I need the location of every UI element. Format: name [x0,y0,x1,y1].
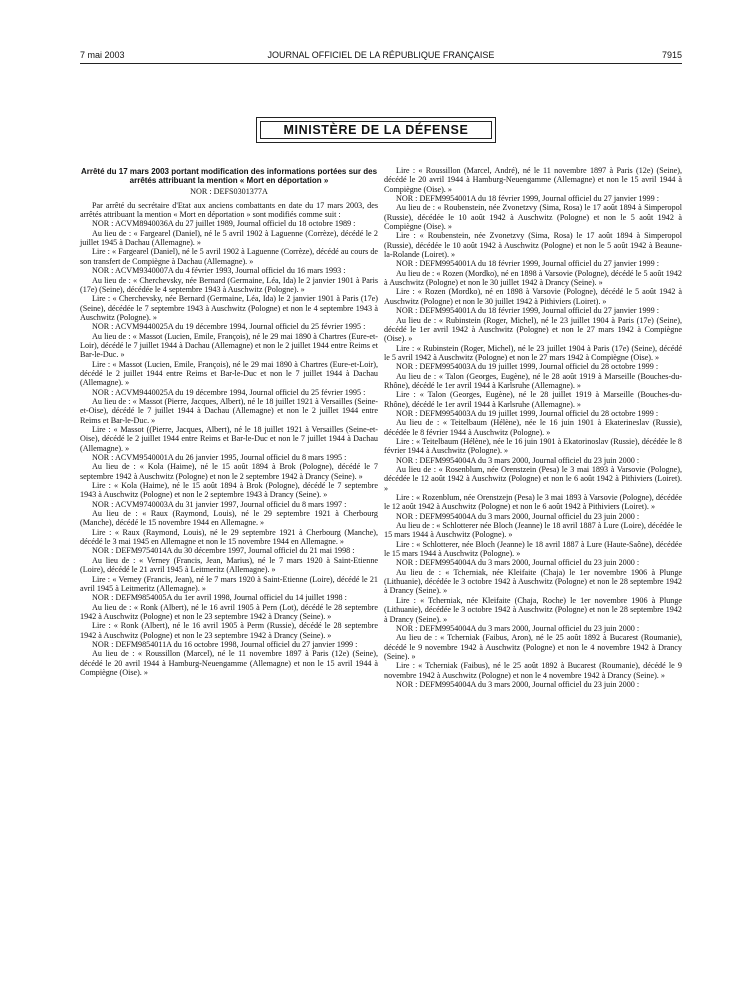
correction-paragraph: Lire : « Rozen (Mordko), né en 1898 à Varsovie (Pologne), décédé le 5 août 1942 à Auschwitz (Pologne) et non le 30 juillet 1942 à Pithiviers (Loiret). » [384,287,682,306]
correction-paragraph: Lire : « Ronk (Albert), né le 16 avril 1905 à Perm (Russie), décédé le 28 septembre 1942 à Auschwitz (Pologne) et non le 23 septembre 1942 à Drancy (Seine). » [80,621,378,640]
issue-date: 7 mai 2003 [80,50,125,60]
correction-paragraph: Lire : « Massot (Lucien, Emile, François), né le 29 mai 1890 à Chartres (Eure-et-Loir), décédé le 2 juillet 1944 entre Reims et Bar-le-Duc et non le 7 juillet 1944 à Dachau (Allemagne). » [80,359,378,388]
original-paragraph: Au lieu de : « Raux (Raymond, Louis), né le 29 septembre 1921 à Cherbourg (Manche), décédé le 15 novembre 1944 en Allemagne. » [80,509,378,528]
nor-reference: NOR : DEFM9954004A du 3 mars 2000, Journal officiel du 23 juin 2000 : [396,623,640,633]
nor-reference: NOR : ACVM9540001A du 26 janvier 1995, Journal officiel du 8 mars 1995 : [92,453,347,463]
header-rule [80,63,682,64]
original-paragraph: Au lieu de : « Tcherniak, née Kleifaite (Chaja) le 1er novembre 1906 à Plunge (Lithuanie), décédée le 3 octobre 1942 à Auschwitz (Pologne) et non le 28 septembre 1942 à Drancy (Seine). » [384,567,682,596]
nor-reference: NOR : ACVM9440025A du 19 décembre 1994, Journal officiel du 25 février 1995 : [92,322,366,332]
nor-reference: NOR : ACVM9440025A du 19 décembre 1994, Journal officiel du 25 février 1995 : [92,387,366,397]
article-nor: NOR : DEFS0301377A [190,187,268,197]
nor-reference: NOR : DEFM9954004A du 3 mars 2000, Journal officiel du 23 juin 2000 : [396,455,640,465]
left-paragraphs [80,219,378,677]
correction-paragraph: Lire : « Fargearel (Daniel), né le 5 avril 1902 à Laguenne (Corrèze), décédé au cours de son transfert de Compiègne à Dachau (Allemagne). » [80,247,378,266]
article-title: Arrêté du 17 mars 2003 portant modification des informations portées sur des arrêtés attribuant la mention « Mort en déportation » [80,167,378,186]
original-paragraph: Au lieu de : « Teitelbaum (Hélène), née le 16 juin 1901 à Ekaterineslav (Russie), décédée le 8 février 1944 à Auschwitz (Pologne). » [384,418,682,437]
original-paragraph: Au lieu de : « Rosenblum, née Orenstzein (Pesa) le 3 mai 1893 à Varsovie (Pologne), décédée le 12 août 1942 à Auschwitz (Pologne) et non le 6 août 1942 à Pithiviers (Loiret). » [384,465,682,493]
correction-paragraph: Lire : « Roubenstein, née Zvonetzvy (Sima, Rosa) le 17 août 1894 à Simperopol (Russie), décédée le 10 août 1942 à Auschwitz (Pologne) et non le 5 août 1942 à Beaune-la-Rolande (Loiret). » [384,231,682,260]
original-paragraph: Au lieu de : « Cherchevsky, née Bernard (Germaine, Léa, Ida) le 2 janvier 1901 à Paris (17e) (Seine), décédée le 4 septembre 1943 à Auschwitz (Pologne). » [80,275,378,294]
right-column [384,166,682,689]
original-paragraph: Au lieu de : « Verney (Francis, Jean, Marius), né le 7 mars 1920 à Saint-Etienne (Loire), décédé le 21 avril 1945 à Leitmeritz (Allemagne). » [80,555,378,575]
correction-paragraph: Lire : « Massot ((Pierre, Jacques, Albert), né le 18 juillet 1921 à Versailles (Seine-et-Oise), décédé le 2 juillet 1944 entre Reims et Bar-le-Duc et non le 7 juillet 1944 à Dachau (Allemagne). » [80,425,378,453]
original-paragraph: Au lieu de : « Schlotterer née Bloch (Jeanne) le 18 avril 1887 à Lure (Loire), décédée le 15 mars 1944 à Auschwitz (Pologne). » [384,521,682,540]
nor-reference: NOR : DEFM9954001A du 18 février 1999, Journal officiel du 27 janvier 1999 : [396,259,659,269]
correction-paragraph: Lire : « Raux (Raymond, Louis), né le 29 septembre 1921 à Cherbourg (Manche), décédé le 3 mai 1945 en Allemagne et non le 15 novembre 1944 en Allemagne. » [80,527,378,547]
original-paragraph: Au lieu de : « Roubenstein, née Zvonetzvy (Sima, Rosa) le 17 août 1894 à Simperopol (Russie), décédée le 10 août 1942 à Auschwitz (Pologne) et non le 5 août 1942 à Compiègne (Oise). » [384,203,682,232]
nor-reference: NOR : ACVM8940036A du 27 juillet 1989, Journal officiel du 18 octobre 1989 : [92,219,356,229]
correction-paragraph: Lire : « Rubinstein (Roger, Michel), né le 23 juillet 1904 à Paris (17e) (Seine), décédé le 5 avril 1942 à Auschwitz (Pologne) et non le 27 mars 1942 à Compiègne (Oise). » [384,343,682,362]
correction-paragraph: Lire : « Teitelbaum (Hélène), née le 16 juin 1901 à Ekatorinoslav (Russie), décédée le 8 février 1944 à Auschwitz (Pologne). » [384,436,682,456]
correction-paragraph: Lire : « Tcherniak (Faibus), né le 25 août 1892 à Bucarest (Roumanie), décédé le 9 novembre 1942 à Auschwitz (Pologne) et non le 4 novembre 1942 à Drancy (Seine). » [384,661,682,680]
original-paragraph: Au lieu de : « Ronk (Albert), né le 16 avril 1905 à Pern (Lot), décédé le 28 septembre 1942 à Auschwitz (Pologne) et non le 23 septembre 1942 à Drancy (Seine). » [80,602,378,621]
nor-reference: NOR : DEFM9954001A du 18 février 1999, Journal officiel du 27 janvier 1999 : [396,194,659,204]
original-paragraph: Au lieu de : « Rozen (Mordko), né en 1898 à Varsovie (Pologne), décédé le 5 août 1942 à Auschwitz (Pologne) et non le 30 juillet 1942 à Drancy (Seine). » [384,268,682,288]
nor-reference: NOR : DEFM9854011A du 16 octobre 1998, Journal officiel du 27 janvier 1999 : [92,639,358,649]
original-paragraph: Au lieu de : « Kola (Haime), né le 15 août 1894 à Brok (Pologne), décédé le 7 septembre 1942 à Auschwitz (Pologne) et non le 2 septembre 1942 à Drancy (Seine). » [80,462,378,481]
article-intro: Par arrêté du secrétaire d'Etat aux anciens combattants en date du 17 mars 2003, des arrêtés attribuant la mention « Mort en déportation » sont modifiés comme suit : [80,200,378,220]
original-paragraph: Au lieu de : « Rubinstein (Roger, Michel), né le 23 juillet 1904 à Paris (17e) (Seine), décédé le 1er avril 1942 à Auschwitz (Pologne) et non le 27 mars 1942 à Compiègne (Oise). » [384,315,682,344]
nor-reference: NOR : DEFM9954004A du 3 mars 2000, Journal officiel du 23 juin 2000 : [396,511,640,521]
nor-reference: NOR : DEFM9954003A du 19 juillet 1999, Journal officiel du 28 octobre 1999 : [396,408,659,418]
correction-paragraph: Lire : « Verney (Francis, Jean), né le 7 mars 1920 à Saint-Etienne (Loire), décédé le 21 avril 1945 à Leitmeritz (Allemagne). » [80,574,378,593]
right-paragraphs [384,166,682,689]
ministry-box [256,117,496,143]
nor-reference: NOR : DEFM9854005A du 1er avril 1998, Journal officiel du 14 juillet 1998 : [92,593,347,603]
correction-paragraph: Lire : « Rozenblum, née Orenstzejn (Pesa) le 3 mai 1893 à Varsovie (Pologne), décédée le 12 août 1942 à Auschwitz (Pologne) et non le 6 août 1942 à Pithiviers (Loiret). » [384,493,682,512]
nor-reference: NOR : DEFM9954001A du 18 février 1999, Journal officiel du 27 janvier 1999 : [396,306,659,316]
correction-paragraph: Lire : « Kola (Haime), né le 15 août 1894 à Brok (Pologne), décédé le 7 septembre 1943 à Auschwitz (Pologne) et non le 2 septembre 1943 à Drancy (Seine). » [80,481,378,500]
nor-reference: NOR : DEFM9954003A du 19 juillet 1999, Journal officiel du 28 octobre 1999 : [396,362,659,372]
nor-reference: NOR : ACVM9340007A du 4 février 1993, Journal officiel du 16 mars 1993 : [92,266,346,276]
nor-reference: NOR : DEFM9754014A du 30 décembre 1997, Journal officiel du 21 mai 1998 : [92,546,355,556]
original-paragraph: Au lieu de : « Tcherniak (Faibus, Aron), né le 25 août 1892 à Bucarest (Roumanie), décédé le 9 novembre 1942 à Auschwitz (Pologne) et non le 4 novembre 1942 à Drancy (Seine). » [384,633,682,661]
original-paragraph: Au lieu de : « Massot (Pierre, Jacques, Albert), né le 18 juillet 1921 à Versailles (Seine-et-Oise), décédé le 7 juillet 1944 à Dachau (Allemagne) et non le 2 juillet 1944 entre Reims et Bar-le-Duc. » [80,396,378,425]
left-column [80,167,378,677]
nor-reference: NOR : DEFM9954004A du 3 mars 2000, Journal officiel du 23 juin 2000 : [396,558,640,568]
original-paragraph: Au lieu de : « Roussillon (Marcel), né le 11 novembre 1897 à Paris (12e) (Seine), décédé le 20 avril 1944 à Hamburg-Neuengamme (Allemagne) et non le 15 avril 1944 à Compiègne (Oise). » [80,649,378,677]
correction-paragraph: Lire : « Cherchevsky, née Bernard (Germaine, Léa, Ida) le 2 janvier 1901 à Paris (17e) (Seine), décédée le 7 septembre 1943 à Auschwitz (Pologne) et non le 4 septembre 1943 à Auschwitz (Pologne). » [80,294,378,322]
original-paragraph: Au lieu de : « Fargearel (Daniel), né le 5 avril 1902 à Laguenne (Corrèze), décédé le 2 juillet 1945 à Dachau (Allemagne). » [80,228,378,248]
correction-paragraph: Lire : « Talon (Georges, Eugène), né le 28 juillet 1919 à Marseille (Bouches-du-Rhône), décédé le 1er avril 1944 à Karlsruhe (Allemagne). » [384,390,682,409]
original-paragraph: Au lieu de : « Talon (Georges, Eugène), né le 28 août 1919 à Marseille (Bouches-du-Rhône), décédé le 1er avril 1944 à Karlsruhe (Allemagne). » [384,371,682,390]
ministry-title: MINISTÈRE DE LA DÉFENSE [260,121,492,139]
running-header [80,50,682,62]
nor-reference: NOR : DEFM9954004A du 3 mars 2000, Journal officiel du 23 juin 2000 : [396,679,640,689]
journal-title: JOURNAL OFFICIEL DE LA RÉPUBLIQUE FRANÇAISE [267,50,495,60]
nor-reference: NOR : ACVM9740003A du 31 janvier 1997, Journal officiel du 8 mars 1997 : [92,499,347,509]
correction-paragraph: Lire : « Schlotterer, née Bloch (Jeanne) le 18 avril 1887 à Lure (Haute-Saône), décédée le 15 mars 1944 à Auschwitz (Pologne). » [384,539,682,559]
original-paragraph: Au lieu de : « Massot (Lucien, Emile, François), né le 29 mai 1890 à Chartres (Eure-et-Loir), décédé le 7 juillet 1944 à Dachau (Allemagne) et non le 2 juillet 1944 entre Reims et Bar-le-Duc. » [80,331,378,360]
correction-paragraph: Lire : « Tcherniak, née Kleifaite (Chaja, Roche) le 1er novembre 1906 à Plunge (Lithuanie), décédée le 3 octobre 1942 à Auschwitz (Pologne) et non le 28 septembre 1942 à Drancy (Seine). » [384,595,682,624]
correction-paragraph: Lire : « Roussillon (Marcel, André), né le 11 novembre 1897 à Paris (12e) (Seine), décédé le 20 avril 1944 à Hamburg-Neuengamme (Allemagne) et non le 15 avril 1944 à Compiègne (Oise). » [384,166,682,194]
page-number: 7915 [661,50,682,60]
